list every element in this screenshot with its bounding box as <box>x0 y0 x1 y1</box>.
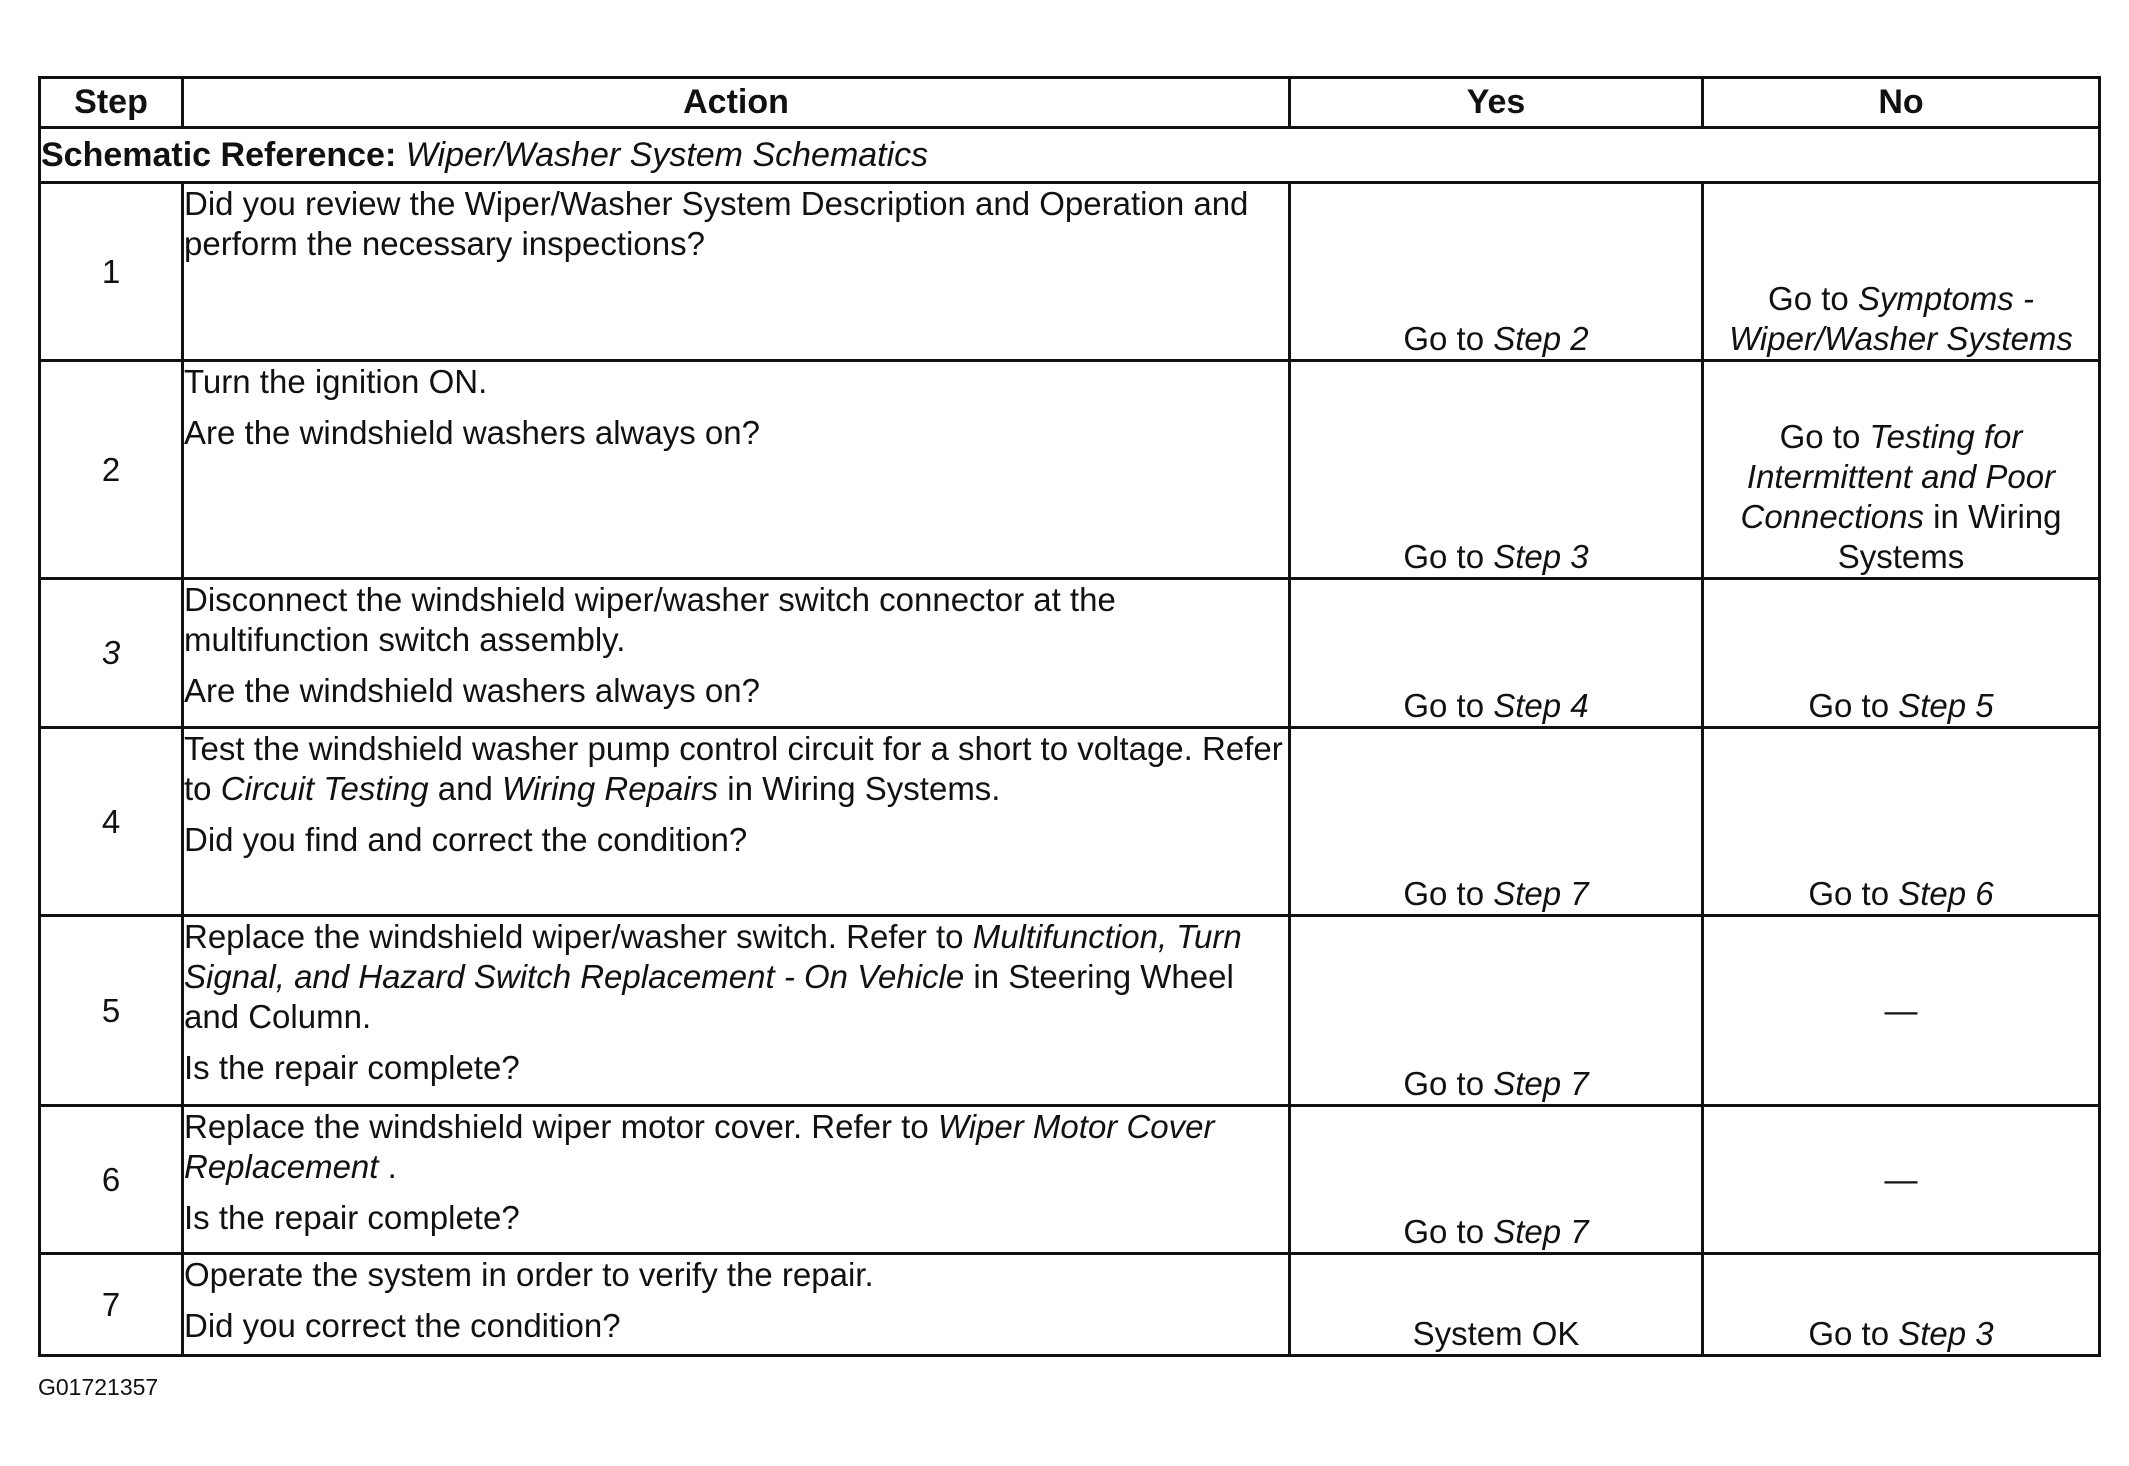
action-cell <box>183 916 1290 1106</box>
yes-cell <box>1290 183 1703 361</box>
table-row <box>40 1106 2100 1254</box>
action-text: Test the windshield washer pump control circuit for a short to voltage. Refer to <box>184 730 1283 807</box>
yes-cell <box>1290 1254 1703 1356</box>
yes-step-link[interactable]: Step 3 <box>1493 538 1589 575</box>
yes-step-link[interactable]: Step 4 <box>1493 687 1589 724</box>
yes-cell <box>1290 1106 1703 1254</box>
schematic-reference <box>40 128 2100 183</box>
table-row <box>40 183 2100 361</box>
action-text: in Steering Wheel and Column. <box>184 958 1234 1035</box>
step-number: 5 <box>40 916 183 1106</box>
yes-step-link[interactable]: Step 2 <box>1493 320 1589 357</box>
table-row <box>40 916 2100 1106</box>
yes-step-link[interactable]: Step 7 <box>1493 1065 1589 1102</box>
no-text: Go to <box>1768 280 1858 317</box>
yes-text: Go to <box>1403 1213 1494 1250</box>
yes-text: Go to <box>1403 320 1494 357</box>
yes-cell <box>1290 579 1703 728</box>
action-paragraph <box>184 362 1288 402</box>
no-cell <box>1703 361 2100 579</box>
action-cell <box>183 579 1290 728</box>
no-dash: — <box>1884 991 1918 1029</box>
schematic-reference-label: Schematic Reference: <box>41 135 397 174</box>
header-yes: Yes <box>1290 78 1703 128</box>
action-question <box>184 1198 1288 1238</box>
step-number: 7 <box>40 1254 183 1356</box>
action-paragraph <box>184 184 1288 264</box>
table-row <box>40 361 2100 579</box>
action-doc-link[interactable]: Wiper Motor Cover Replacement <box>184 1108 1215 1185</box>
action-paragraph <box>184 917 1288 1037</box>
action-doc-link[interactable]: Wiring Repairs <box>501 770 719 807</box>
action-text: Did you correct the condition? <box>184 1307 621 1344</box>
action-question <box>184 1306 1288 1346</box>
action-text: Are the windshield washers always on? <box>184 414 760 451</box>
header-no: No <box>1703 78 2100 128</box>
yes-cell <box>1290 916 1703 1106</box>
action-question <box>184 1048 1288 1088</box>
step-number: 3 <box>40 579 183 728</box>
action-question <box>184 820 1288 860</box>
action-text: Replace the windshield wiper/washer switch. Refer to <box>184 918 973 955</box>
header-action: Action <box>183 78 1290 128</box>
step-number: 6 <box>40 1106 183 1254</box>
action-cell <box>183 1254 1290 1356</box>
action-cell <box>183 728 1290 916</box>
action-text: and <box>428 770 502 807</box>
no-cell <box>1703 579 2100 728</box>
yes-text: System OK <box>1412 1315 1580 1352</box>
step-number: 2 <box>40 361 183 579</box>
no-step-link[interactable]: Step 3 <box>1898 1315 1994 1352</box>
step-number: 4 <box>40 728 183 916</box>
action-text: Is the repair complete? <box>184 1049 520 1086</box>
action-paragraph <box>184 729 1288 809</box>
table-row <box>40 1254 2100 1356</box>
action-paragraph <box>184 1255 1288 1295</box>
schematic-reference-row <box>40 128 2100 183</box>
diagnostic-table <box>38 76 2101 1357</box>
no-cell <box>1703 1106 2100 1254</box>
step-number: 1 <box>40 183 183 361</box>
action-text: Is the repair complete? <box>184 1199 520 1236</box>
yes-cell <box>1290 361 1703 579</box>
action-text: in Wiring Systems. <box>718 770 1001 807</box>
action-doc-link[interactable]: Circuit Testing <box>220 770 429 807</box>
no-cell <box>1703 183 2100 361</box>
yes-step-link[interactable]: Step 7 <box>1493 875 1589 912</box>
table-row <box>40 728 2100 916</box>
action-paragraph <box>184 1107 1288 1187</box>
action-text: Did you review the Wiper/Washer System Description and Operation and perform the necessary inspections? <box>184 185 1249 262</box>
no-cell <box>1703 728 2100 916</box>
yes-text: Go to <box>1403 687 1494 724</box>
no-step-link[interactable]: Step 5 <box>1898 687 1994 724</box>
action-question <box>184 413 1288 453</box>
action-text: Turn the ignition ON. <box>184 363 488 400</box>
no-text: Go to <box>1808 1315 1899 1352</box>
action-cell <box>183 361 1290 579</box>
action-paragraph <box>184 580 1288 660</box>
no-doc-link[interactable]: Testing for Intermittent and Poor Connections <box>1740 418 2056 535</box>
action-text: . <box>378 1148 397 1185</box>
action-question <box>184 671 1288 711</box>
yes-text: Go to <box>1403 875 1494 912</box>
schematic-reference-link[interactable]: Wiper/Washer System Schematics <box>405 135 929 174</box>
no-cell <box>1703 916 2100 1106</box>
figure-id: G01721357 <box>38 1374 159 1400</box>
action-doc-link[interactable]: Multifunction, Turn Signal, and Hazard Switch Replacement - On Vehicle <box>184 918 1242 995</box>
action-cell <box>183 183 1290 361</box>
yes-text: Go to <box>1403 538 1494 575</box>
no-text: in Wiring Systems <box>1837 498 2062 575</box>
no-dash: — <box>1884 1160 1918 1198</box>
no-step-link[interactable]: Step 6 <box>1898 875 1994 912</box>
action-text: Operate the system in order to verify the repair. <box>184 1256 874 1293</box>
header-row <box>40 78 2100 128</box>
action-text: Did you find and correct the condition? <box>184 821 748 858</box>
yes-step-link[interactable]: Step 7 <box>1493 1213 1589 1250</box>
yes-cell <box>1290 728 1703 916</box>
no-doc-link[interactable]: Symptoms - Wiper/Washer Systems <box>1729 280 2073 357</box>
yes-text: Go to <box>1403 1065 1494 1102</box>
header-step: Step <box>40 78 183 128</box>
action-cell <box>183 1106 1290 1254</box>
no-text: Go to <box>1808 875 1899 912</box>
no-text: Go to <box>1779 418 1870 455</box>
no-cell <box>1703 1254 2100 1356</box>
action-text: Are the windshield washers always on? <box>184 672 760 709</box>
action-text: Replace the windshield wiper motor cover. Refer to <box>184 1108 938 1145</box>
table-row <box>40 579 2100 728</box>
action-text: Disconnect the windshield wiper/washer switch connector at the multifunction switch assembly. <box>184 581 1116 658</box>
no-text: Go to <box>1808 687 1899 724</box>
